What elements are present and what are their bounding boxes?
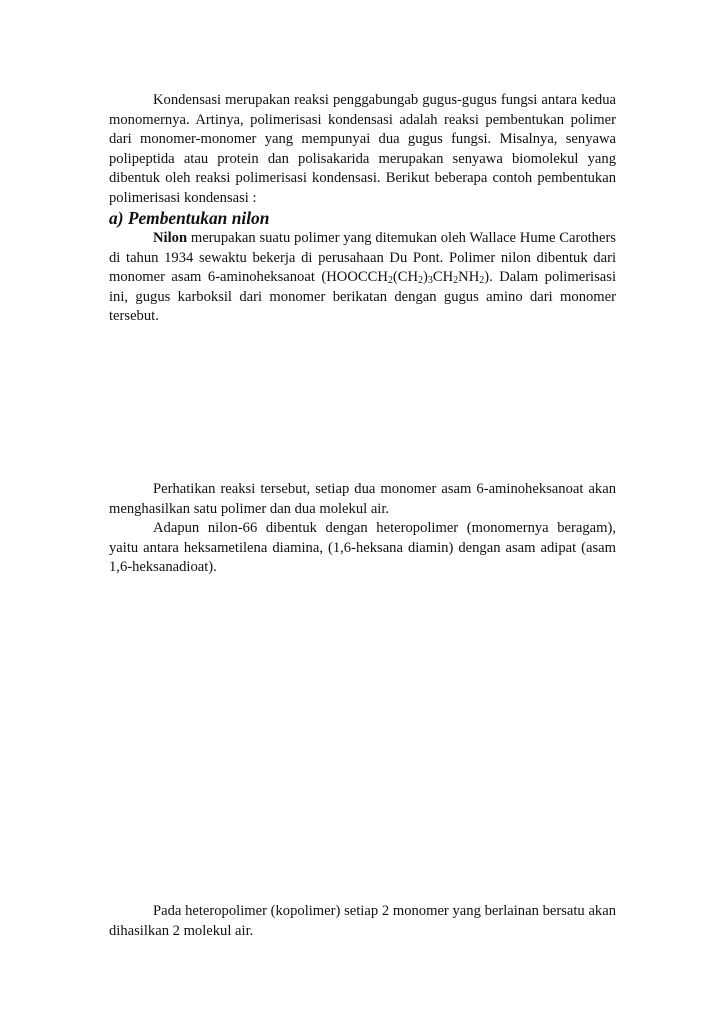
nylon-term: Nilon <box>153 230 188 246</box>
heteropolymer-paragraph: Pada heteropolimer (kopolimer) setiap 2 monomer yang berlainan bersatu akan dihasilkan 2 molekul air. <box>109 903 616 939</box>
nylon66-paragraph: Adapun nilon-66 dibentuk dengan heteropolimer (monomernya beragam), yaitu antara heksametilena diamina, (1,6-heksana diamin) dengan asam adipat (asam 1,6-heksanadioat). <box>109 520 616 576</box>
section-nylon <box>109 207 616 327</box>
intro-paragraph: Kondensasi merupakan reaksi penggabungab gugus-gugus fungsi antara kedua monomernya. Artinya, polimerisasi kondensasi adalah reaksi pembentukan polimer dari monomer-monomer yang mempunyai dua gugus fungsi. Misalnya, senyawa polipeptida atau protein dan polisakarida merupakan senyawa biomolekul yang dibentuk oleh reaksi polimerisasi kondensasi. Berikut beberapa contoh pembentukan polimerisasi kondensasi : <box>109 92 616 206</box>
reaction-notes <box>109 480 616 578</box>
intro-section <box>109 91 616 209</box>
monomer-formula <box>326 269 484 285</box>
formula-part: NH <box>458 269 480 286</box>
reaction-note-paragraph: Perhatikan reaksi tersebut, setiap dua monomer asam 6-aminoheksanoat akan menghasilkan satu polimer dan dua molekul air. <box>109 481 616 517</box>
formula-part: HOOCCH <box>326 269 388 286</box>
nylon-text-after-formula: ). Dalam polimerisasi ini, gugus karboksil dari monomer berikatan dengan gugus amino dari monomer tersebut. <box>109 269 616 325</box>
formula-subscript: 2 <box>418 275 424 287</box>
formula-subscript: 2 <box>453 275 459 287</box>
formula-subscript: 3 <box>427 275 433 287</box>
nylon-text-before-formula: merupakan suatu polimer yang ditemukan oleh Wallace Hume Carothers di tahun 1934 sewaktu bekerja di perusahaan Du Pont. Polimer nilon dibentuk dari monomer asam 6-aminoheksanoat ( <box>109 230 616 286</box>
formula-subscript: 2 <box>479 275 485 287</box>
formula-part: ) <box>423 269 428 286</box>
formula-part: (CH <box>392 269 419 286</box>
formula-part: CH <box>432 269 454 286</box>
heteropolymer-section <box>109 902 616 941</box>
nylon-paragraph <box>109 229 616 327</box>
formula-subscript: 2 <box>387 275 393 287</box>
section-heading: a) Pembentukan nilon <box>109 208 270 228</box>
